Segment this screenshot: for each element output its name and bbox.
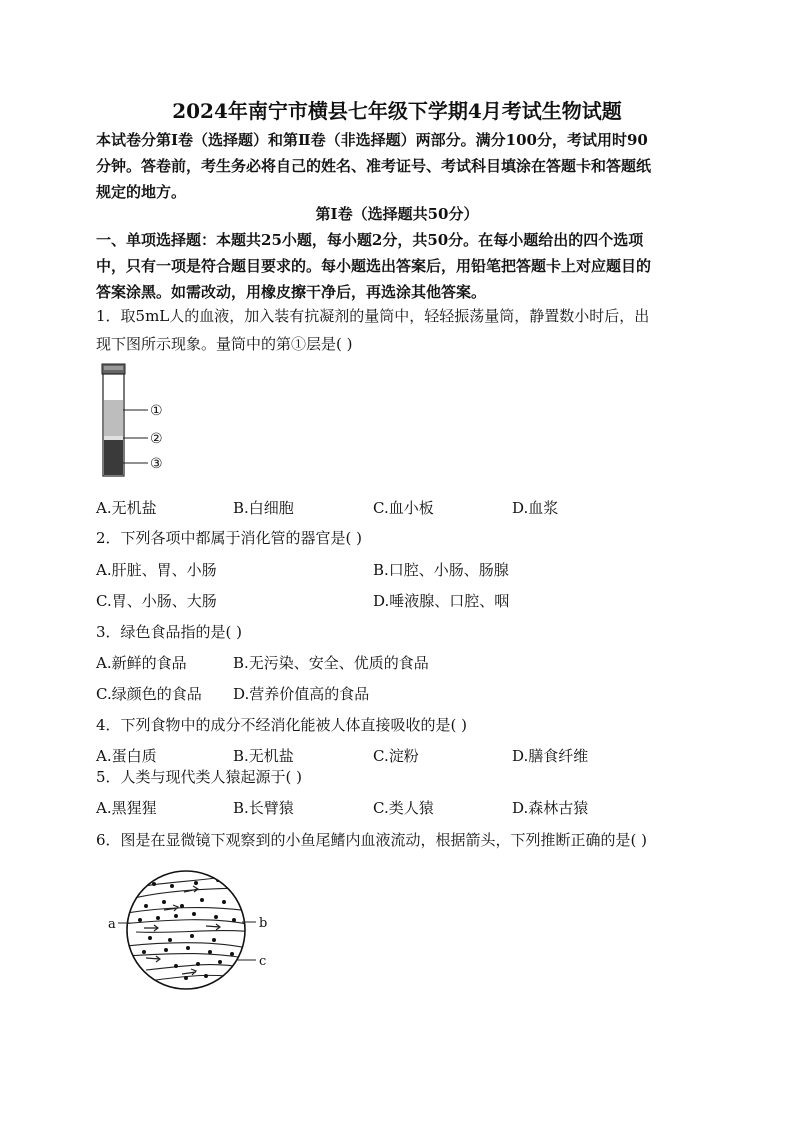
figure-label-a: a [108, 917, 116, 932]
q5-option-b[interactable]: B.长臂猿 [233, 799, 294, 817]
question-3-line-1: 3．绿色食品指的是( ) [96, 623, 243, 641]
q1-option-b[interactable]: B.白细胞 [233, 499, 294, 517]
question-1-line-2: 现下图所示现象。量筒中的第①层是( ) [96, 335, 353, 353]
q5-option-a[interactable]: A.黑猩猩 [96, 799, 157, 817]
instructions-line-3: 答案涂黑。如需改动，用橡皮擦干净后，再选涂其他答案。 [96, 283, 487, 301]
figure-label-c: c [259, 954, 267, 969]
question-1-line-1: 1．取5mL人的血液，加入装有抗凝剂的量筒中，轻轻振荡量筒，静置数小时后，出 [96, 307, 650, 325]
q4-option-a[interactable]: A.蛋白质 [96, 747, 157, 765]
q2-option-d[interactable]: D.唾液腺、口腔、咽 [373, 592, 510, 610]
q4-option-c[interactable]: C.淀粉 [373, 747, 419, 765]
intro-line-2: 分钟。答卷前，考生务必将自己的姓名、准考证号、考试科目填涂在答题卡和答题纸 [96, 157, 652, 175]
figure-label-b: b [259, 916, 268, 931]
q5-option-c[interactable]: C.类人猿 [373, 799, 434, 817]
q4-option-b[interactable]: B.无机盐 [233, 747, 294, 765]
question-4-line-1: 4．下列食物中的成分不经消化能被人体直接吸收的是( ) [96, 716, 468, 734]
q2-option-a[interactable]: A.肝脏、胃、小肠 [96, 561, 217, 579]
question-5-line-1: 5．人类与现代类人猿起源于( ) [96, 768, 303, 786]
figure-label-3: ③ [150, 456, 163, 472]
q1-option-d[interactable]: D.血浆 [512, 499, 559, 517]
q1-option-c[interactable]: C.血小板 [373, 499, 434, 517]
q2-option-c[interactable]: C.胃、小肠、大肠 [96, 592, 217, 610]
instructions-line-1: 一、单项选择题：本题共25小题，每小题2分，共50分。在每小题给出的四个选项 [96, 231, 644, 249]
intro-line-1: 本试卷分第Ⅰ卷（选择题）和第Ⅱ卷（非选择题）两部分。满分100分，考试用时90 [96, 131, 648, 149]
q3-option-c[interactable]: C.绿颜色的食品 [96, 685, 202, 703]
q3-option-a[interactable]: A.新鲜的食品 [96, 654, 187, 672]
q3-option-d[interactable]: D.营养价值高的食品 [233, 685, 370, 703]
figure-label-2: ② [150, 431, 163, 447]
figure-label-1: ① [150, 403, 163, 419]
question-6-line-1: 6．图是在显微镜下观察到的小鱼尾鳍内血液流动，根据箭头，下列推断正确的是( ) [96, 831, 648, 849]
intro-line-3: 规定的地方。 [96, 183, 187, 201]
q4-option-d[interactable]: D.膳食纤维 [512, 747, 589, 765]
fish-tail-microscope-figure [106, 862, 276, 1002]
q5-option-d[interactable]: D.森林古猿 [512, 799, 589, 817]
section-title: 第Ⅰ卷（选择题共50分） [315, 205, 479, 223]
q2-option-b[interactable]: B.口腔、小肠、肠腺 [373, 561, 509, 579]
page-title: 2024年南宁市横县七年级下学期4月考试生物试题 [172, 99, 622, 123]
question-2-line-1: 2．下列各项中都属于消化管的器官是( ) [96, 529, 363, 547]
instructions-line-2: 中，只有一项是符合题目要求的。每小题选出答案后，用铅笔把答题卡上对应题目的 [96, 257, 652, 275]
q1-option-a[interactable]: A.无机盐 [96, 499, 157, 517]
q3-option-b[interactable]: B.无污染、安全、优质的食品 [233, 654, 429, 672]
graduated-cylinder-figure [96, 362, 206, 482]
